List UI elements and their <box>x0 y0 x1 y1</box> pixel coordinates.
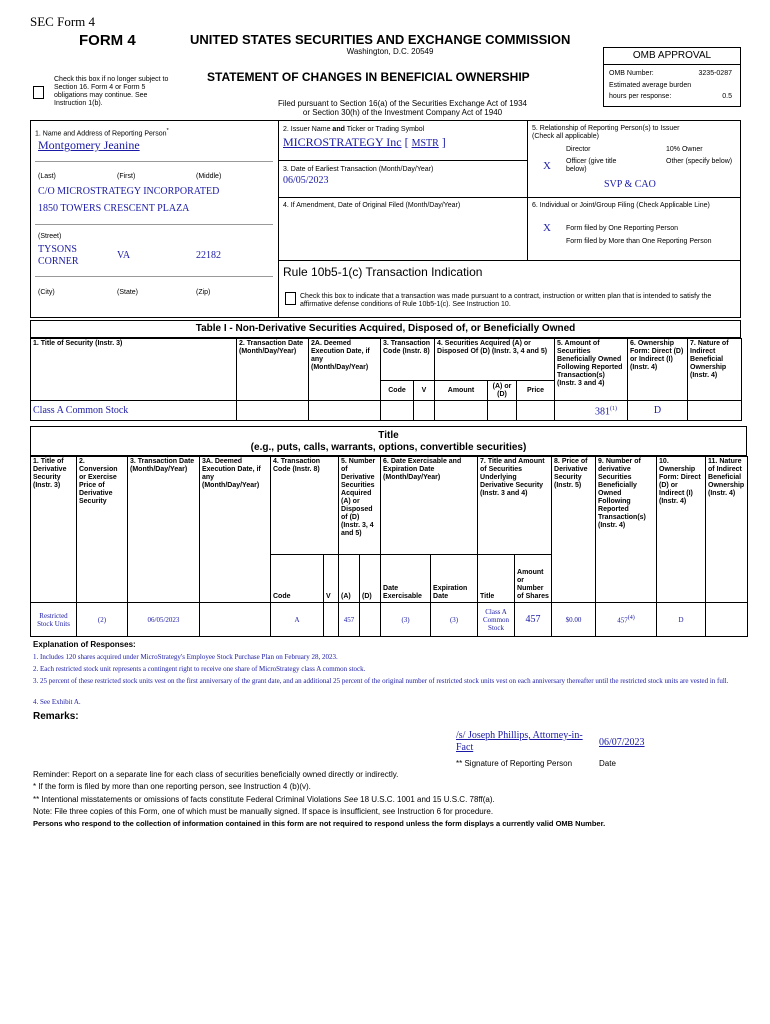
t2-date-exercisable: (3) <box>381 603 431 637</box>
footer-note: Note: File three copies of this Form, one of which must be manually signed. If space is insufficient, see Instruction 6 for procedure. <box>33 807 494 816</box>
date-label: Date <box>599 759 616 768</box>
officer-title: SVP & CAO <box>604 179 656 190</box>
omb-burden-label: Estimated average burden <box>609 82 692 89</box>
omb-number-value: 3235-0287 <box>698 70 732 77</box>
street-label: (Street) <box>38 233 62 240</box>
footnote-1: 1. Includes 120 shares acquired under MicroStrategy's Employee Stock Purchase Plan on February 28, 2023. <box>33 653 338 661</box>
omb-approval-box <box>603 47 741 107</box>
table-row <box>31 401 742 421</box>
t1-h-ownership-form: 6. Ownership Form: Direct (D) or Indirect (I) (Instr. 4) <box>628 339 688 401</box>
more-persons-label: Form filed by More than One Reporting Person <box>566 238 712 245</box>
t2-code: A <box>271 603 324 637</box>
footer-omb-notice: Persons who respond to the collection of information contained in this form are not required to respond unless the form displays a currently valid OMB Number. <box>33 819 606 828</box>
form-label: FORM 4 <box>79 32 136 49</box>
t2-h-date: 3. Transaction Date (Month/Day/Year) <box>128 457 200 603</box>
no-longer-subject-note: Check this box if no longer subject to Section 16. Form 4 or Form 5 obligations may continue. See Instruction 1(b). <box>54 76 169 107</box>
table1 <box>30 338 742 421</box>
t2-underlying-title: Class A Common Stock <box>478 603 515 637</box>
omb-number-label: OMB Number: <box>609 70 654 77</box>
t2-h-d: (D) <box>360 555 381 603</box>
explanation-heading: Explanation of Responses: <box>33 640 136 649</box>
t1-h-acquired: 4. Securities Acquired (A) or Disposed Of (D) (Instr. 3, 4 and 5) <box>435 339 555 381</box>
t2-h-utitle: Title <box>478 555 515 603</box>
issuer-name[interactable]: MICROSTRATEGY Inc <box>283 135 402 149</box>
t2-h-code-sub: Code <box>271 555 324 603</box>
other-label: Other (specify below) <box>666 158 733 165</box>
t1-h-price: Price <box>517 381 555 401</box>
t2-conversion: (2) <box>77 603 128 637</box>
omb-hours-value: 0.5 <box>722 93 732 100</box>
sec-form-label: SEC Form 4 <box>30 14 96 29</box>
officer-check-mark[interactable]: X <box>543 160 551 172</box>
no-longer-subject-checkbox[interactable] <box>33 86 44 99</box>
t2-h-shares: Amount or Number of Shares <box>515 555 552 603</box>
t2-h-owned: 9. Number of derivative Securities Beneficially Owned Following Reported Transaction(s) (Instr. 4) <box>596 457 657 603</box>
t2-h-form: 10. Ownership Form: Direct (D) or Indirect (I) (Instr. 4) <box>657 457 706 603</box>
filed-pursuant-line1: Filed pursuant to Section 16(a) of the Securities Exchange Act of 1934 <box>277 99 528 108</box>
t2-expiration: (3) <box>431 603 478 637</box>
signature: /s/ Joseph Phillips, Attorney-in-Fact <box>456 730 583 753</box>
table1-title: Table I - Non-Derivative Securities Acquired, Disposed of, or Beneficially Owned <box>30 320 741 338</box>
t2-h-v: V <box>324 555 339 603</box>
one-person-check-mark[interactable]: X <box>543 222 551 234</box>
t2-form: D <box>657 603 706 637</box>
state-value: VA <box>117 250 131 261</box>
box3-label: 3. Date of Earliest Transaction (Month/Day/Year) <box>283 166 434 173</box>
t2-underlying-shares: 457 <box>515 603 552 637</box>
footer-multiple: * If the form is filed by more than one reporting person, see Instruction 4 (b)(v). <box>33 782 311 791</box>
city-label: (City) <box>38 289 55 296</box>
footnote-4: 4. See Exhibit A. <box>33 698 81 706</box>
t1-h-v: V <box>414 381 435 401</box>
statement-title: STATEMENT OF CHANGES IN BENEFICIAL OWNERSHIP <box>207 70 530 84</box>
t2-h-price: 8. Price of Derivative Security (Instr. 5) <box>552 457 596 603</box>
table2-title: Title (e.g., puts, calls, warrants, options, convertible securities) <box>30 426 747 456</box>
signature-date: 06/07/2023 <box>599 737 645 748</box>
t1-ownership-form: D <box>628 401 688 421</box>
t1-h-date: 2. Transaction Date (Month/Day/Year) <box>237 339 309 401</box>
t2-h-underlying: 7. Title and Amount of Securities Underlying Derivative Security (Instr. 3 and 4) <box>478 457 552 555</box>
t2-h-date-exercisable: Date Exercisable <box>381 555 431 603</box>
middle-label: (Middle) <box>196 173 222 180</box>
t2-h-deemed: 3A. Deemed Execution Date, if any (Month/Day/Year) <box>200 457 271 603</box>
zip-value: 22182 <box>196 250 221 261</box>
t2-h-conversion: 2. Conversion or Exercise Price of Derivative Security <box>77 457 128 603</box>
t2-h-exercisable: 6. Date Exercisable and Expiration Date (Month/Day/Year) <box>381 457 478 555</box>
box4-label: 4. If Amendment, Date of Original Filed (Month/Day/Year) <box>283 202 461 209</box>
t2-h-expiration: Expiration Date <box>431 555 478 603</box>
t2-date: 06/05/2023 <box>128 603 200 637</box>
address-line2: 1850 TOWERS CRESCENT PLAZA <box>38 203 190 214</box>
t2-h-a: (A) <box>339 555 360 603</box>
t1-h-aord: (A) or (D) <box>488 381 517 401</box>
footer-reminder: Reminder: Report on a separate line for each class of securities beneficially owned directly or indirectly. <box>33 770 399 779</box>
t1-h-code: 3. Transaction Code (Instr. 8) <box>381 339 435 381</box>
omb-hours-label: hours per response: <box>609 93 672 100</box>
issuer-ticker: MICROSTRATEGY Inc [ MSTR ] <box>283 135 446 149</box>
table-row <box>31 603 748 637</box>
table2 <box>30 456 748 637</box>
ticker-symbol[interactable]: MSTR <box>411 138 439 149</box>
t2-owned: 457$^{(4)}$ <box>596 603 657 637</box>
t1-h-amount: Amount <box>435 381 488 401</box>
signature-label: ** Signature of Reporting Person <box>456 759 573 768</box>
footnote-3: 3. 25 percent of these restricted stock units vest on the first anniversary of the grant date, and an additional 25 percent of the original number of restricted stock units vest on each anniversary thereafter until the restricted stock units are vested in full. <box>33 677 729 685</box>
t2-h-number: 5. Number of Derivative Securities Acquired (A) or Disposed of (D) (Instr. 3, 4 and 5) <box>339 457 381 555</box>
t1-h-code-sub: Code <box>381 381 414 401</box>
officer-label: Officer (give title below) <box>566 158 617 173</box>
reporting-person-name[interactable]: Montgomery Jeanine <box>38 138 140 152</box>
omb-title: OMB APPROVAL <box>604 48 740 65</box>
filed-pursuant-line2: or Section 30(h) of the Investment Company Act of 1940 <box>302 108 503 117</box>
t2-h-code: 4. Transaction Code (Instr. 8) <box>271 457 339 555</box>
director-label: Director <box>566 146 591 153</box>
first-label: (First) <box>117 173 136 180</box>
box2-label: 2. Issuer Name and Ticker or Trading Symbol <box>283 126 425 133</box>
t2-h-title: 1. Title of Derivative Security (Instr. 3) <box>31 457 77 603</box>
rule-title: Rule 10b5-1(c) Transaction Indication <box>283 265 483 279</box>
last-label: (Last) <box>38 173 56 180</box>
t1-h-amount-owned: 5. Amount of Securities Beneficially Owned Following Reported Transaction(s) (Instr. 3 and 4) <box>555 339 628 401</box>
remarks-heading: Remarks: <box>33 711 79 722</box>
t2-h-nature: 11. Nature of Indirect Beneficial Ownership (Instr. 4) <box>706 457 748 603</box>
footer-misstatements: ** Intentional misstatements or omissions of facts constitute Federal Criminal Violations See 18 U.S.C. 1001 and 15 U.S.C. 78ff(a). <box>33 795 495 804</box>
box6-label: 6. Individual or Joint/Group Filing (Check Applicable Line) <box>532 202 710 209</box>
address-line1: C/O MICROSTRATEGY INCORPORATED <box>38 186 220 197</box>
t1-h-title: 1. Title of Security (Instr. 3) <box>31 339 237 401</box>
t1-h-deemed: 2A. Deemed Execution Date, if any (Month/Day/Year) <box>309 339 381 401</box>
box5-label: 5. Relationship of Reporting Person(s) to Issuer (Check all applicable) <box>532 125 680 140</box>
zip-label: (Zip) <box>196 289 211 296</box>
t1-amount-owned: 381$^{(1)}$ <box>555 401 628 421</box>
commission-city: Washington, D.C. 20549 <box>346 47 434 56</box>
t2-acquired: 457 <box>339 603 360 637</box>
t2-title: Restricted Stock Units <box>31 603 77 637</box>
one-person-label: Form filed by One Reporting Person <box>566 225 679 232</box>
box1-label: 1. Name and Address of Reporting Person* <box>35 128 169 138</box>
ten-pct-owner-label: 10% Owner <box>666 146 703 153</box>
t1-h-nature: 7. Nature of Indirect Beneficial Ownership (Instr. 4) <box>688 339 742 401</box>
rule-10b5-checkbox[interactable] <box>285 292 296 305</box>
t2-price: $0.00 <box>552 603 596 637</box>
city-value: TYSONS CORNER <box>38 244 79 267</box>
earliest-transaction-date: 06/05/2023 <box>283 175 329 186</box>
state-label: (State) <box>117 289 139 296</box>
rule-text: Check this box to indicate that a transaction was made pursuant to a contract, instruction or written plan that is intended to satisfy the affirmative defense conditions of Rule 10b5-1(c). See Instruction 10. <box>300 293 712 308</box>
commission-title: UNITED STATES SECURITIES AND EXCHANGE COMMISSION <box>190 32 571 47</box>
t1-security-title: Class A Common Stock <box>31 401 237 421</box>
footnote-2: 2. Each restricted stock unit represents a contingent right to receive one share of MicroStrategy class A common stock. <box>33 665 366 673</box>
